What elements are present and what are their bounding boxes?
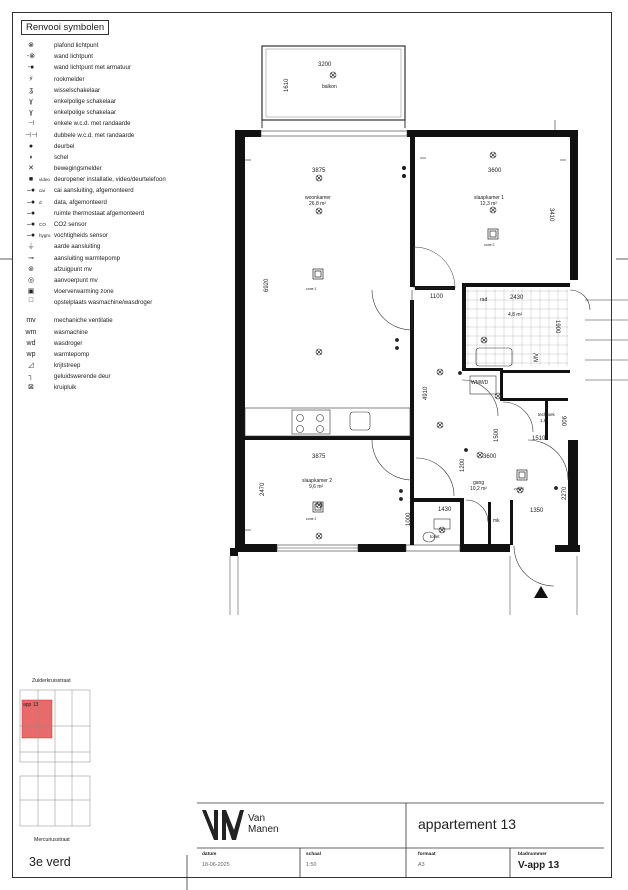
double-socket-icon: ⊣⊣ [24, 131, 38, 139]
interior-walls [245, 137, 570, 545]
brand-name [248, 813, 279, 835]
bedroom1-zone: zone 2 [484, 243, 495, 247]
legend-label: enkelpolige schakelaar [54, 109, 116, 117]
legend-label: dubbele w.c.d. met randaarde [54, 131, 135, 139]
dim-1100: 1100 [430, 294, 443, 300]
bladnummer-value: V-app 13 [518, 860, 560, 871]
bedroom2-depth-dim: 2470 [260, 482, 266, 496]
soundproof-door-icon: ┐ [28, 373, 34, 381]
bathroom-width-dim: 2430 [510, 295, 524, 301]
balcony-label: balkon [322, 84, 337, 90]
bedroom2-zone: zone 2 [306, 517, 317, 521]
co2-sensor-icon: –● [26, 221, 36, 228]
dim-1350: 1350 [530, 508, 544, 514]
humidity-sensor-icon: –● [26, 232, 36, 240]
thermostat-icon: –● [26, 209, 36, 217]
techniek-area: 1,6 [540, 418, 547, 423]
bladnummer-label: bladnummer [518, 852, 547, 857]
legend-label: vloerverwarming zone [54, 288, 114, 296]
single-socket-icon: ⊣ [27, 120, 35, 128]
bedroom1-name: slaapkamer 1 [474, 195, 505, 201]
supply-point-icon: ◎ [27, 276, 35, 284]
living-area: 26,8 m² [309, 201, 326, 207]
legend-title: Renvooi symbolen [21, 20, 109, 35]
motion-sensor-icon: ✕ [28, 165, 34, 173]
wall-fixture-light-icon: -● [27, 64, 35, 72]
balcony-depth-dim: 1610 [284, 78, 290, 92]
switch-icons [245, 158, 566, 530]
cai-connection-icon: –● [26, 187, 36, 195]
legend-label: krijtstreep [54, 362, 81, 370]
bedroom1-area: 12,3 m² [480, 201, 497, 207]
washer-location-icon: □ [28, 297, 34, 305]
brand-line-1: Van [248, 813, 266, 824]
kitchen-counter [245, 408, 410, 436]
legend-label: kruipluik [54, 384, 77, 392]
toilet-dim: 1430 [438, 507, 452, 513]
windows [261, 120, 555, 551]
legend-code: d [39, 199, 42, 205]
living-name: woonkamer [305, 195, 331, 201]
single-pole-switch-icon: ɣ [29, 97, 33, 105]
key-plan-unit: app 13 [23, 702, 39, 708]
bathroom-name: rad [480, 297, 488, 303]
toilet-name: toilet [430, 534, 440, 539]
legend-code: cai [39, 188, 45, 194]
street-name-bottom: Mercuriusstraat [34, 837, 70, 843]
bedroom1-depth-dim: 3410 [548, 208, 554, 222]
bathroom-depth-dim: 1900 [554, 320, 560, 334]
legend-abbrev: wd [26, 339, 36, 347]
doorbell-icon: ● [28, 142, 34, 150]
dim-1200: 1200 [460, 458, 466, 472]
schaal-value: 1:50 [306, 862, 317, 868]
legend-label: geluidswerende deur [54, 373, 111, 381]
data-connection-icon: –● [26, 198, 36, 206]
living-zone: zone 1 [306, 287, 317, 291]
ceiling-light-icons [316, 72, 523, 539]
bell-icon: ◗ [28, 153, 34, 161]
floor-heating-zone-icon: ▣ [27, 288, 35, 296]
legend-label: aansluiting warmtepomp [54, 254, 121, 262]
techniek-dim: 1510 [532, 436, 546, 442]
legend-label: mechaniche ventilatie [54, 317, 113, 325]
schaal-label: schaal [306, 852, 321, 857]
outer-walls [230, 130, 580, 556]
legend-label: opstelplaats wasmachine/wasdroger [54, 299, 153, 307]
legend-label: aanvoerpunt mv [54, 276, 98, 284]
floor-label: 3e verd [29, 855, 71, 869]
street-name-top: Zuiderkruisstraat [32, 678, 71, 684]
balcony-width-dim: 3200 [318, 62, 332, 68]
datum-value: 18-06-2025 [202, 862, 230, 868]
key-plan [20, 690, 90, 826]
bedroom2-area: 9,6 m² [309, 484, 324, 490]
earth-connection-icon: ⏚ [27, 243, 35, 251]
legend-label: wand lichtpunt [54, 53, 93, 61]
bedroom2-name: slaapkamer 2 [302, 478, 333, 484]
mv-label: MV [534, 353, 540, 362]
bathroom-fixtures [423, 348, 512, 542]
techniek-name: techniek [538, 412, 555, 417]
legend-label: data, afgemonteerd [54, 198, 107, 206]
single-pole-switch-icon: ɣ [29, 109, 33, 117]
legend-abbrev: mv [26, 317, 36, 325]
formaat-label: formaat [418, 852, 436, 857]
hall-area: 10,2 m² [470, 486, 487, 492]
north-arrow [534, 586, 548, 598]
legend-abbrev: wp [26, 350, 36, 358]
heat-pump-connection-icon: ⊸ [28, 254, 34, 262]
van-manen-logo [200, 806, 244, 844]
smoke-detector-icon: ⚡ [28, 75, 34, 83]
ceiling-light-icon: ⊗ [28, 42, 34, 49]
legend-abbrev: wm [25, 328, 37, 336]
hall-name: gang [473, 480, 485, 486]
two-way-switch-icon: ʓ [29, 86, 33, 94]
legend-code: hygro [39, 233, 51, 239]
legend-label: vochtigheids sensor [54, 232, 108, 240]
legend-code: video [39, 177, 50, 183]
bathroom-area: 4,8 m² [508, 312, 523, 318]
door-opener-icon: ■ [28, 176, 34, 184]
drawing-title: appartement 13 [418, 816, 517, 832]
legend-label: wasmachine [54, 328, 88, 336]
legend-label: aarde aansluiting [54, 243, 101, 251]
dim-4910: 4910 [423, 386, 429, 400]
legend-label: wasdroger [54, 339, 83, 347]
legend-code: CO [39, 222, 46, 227]
hall-width-dim: 3600 [483, 454, 497, 460]
dim-900: 900 [560, 416, 566, 427]
legend-label: enkelpolige schakelaar [54, 97, 116, 105]
dim-2270: 2270 [562, 486, 568, 500]
legend-label: ruimte thermostaat afgemonteerd [54, 209, 145, 217]
legend-label: cai aansluiting, afgemonteerd [54, 187, 134, 195]
legend-label: rookmelder [54, 75, 85, 83]
legend-label: enkele w.c.d. met randaarde [54, 120, 131, 128]
legend-label: wand lichtpunt met armatuur [54, 64, 131, 72]
legend-label: plafond lichtpunt [54, 42, 99, 49]
legend-label: deurbel [54, 142, 75, 150]
legend-label: warmtepomp [54, 350, 90, 358]
extraction-point-icon: ⊚ [28, 265, 34, 273]
legend-label: afzuigpunt mv [54, 265, 92, 273]
bedroom2-width-dim: 3875 [312, 454, 326, 460]
datum-label: datum [202, 852, 217, 857]
legend-label: wisselschakelaar [54, 86, 101, 94]
wall-light-icon: -⊗ [26, 53, 36, 61]
dim-1500: 1500 [494, 428, 500, 442]
living-depth-dim: 6920 [264, 278, 270, 292]
living-width-dim: 3875 [312, 168, 326, 174]
dim-1000: 1000 [406, 512, 412, 526]
chalk-line-icon: ◿ [28, 362, 34, 370]
wmwd-label: WMWD [471, 380, 489, 386]
bedroom1-width-dim: 3600 [488, 168, 502, 174]
legend-label: schel [54, 153, 69, 161]
legend-label: deuropener installatie, video/deurtelefoon [54, 176, 166, 184]
formaat-value: A3 [418, 862, 425, 868]
crawl-hatch-icon: ⊠ [28, 384, 34, 392]
hall-zone: zone 1 [514, 487, 525, 491]
legend-label: CO2 sensor [54, 221, 87, 228]
brand-line-2: Manen [248, 824, 279, 835]
mk-label: mk [493, 518, 500, 524]
legend-label: bewegingsmelder [54, 165, 102, 173]
